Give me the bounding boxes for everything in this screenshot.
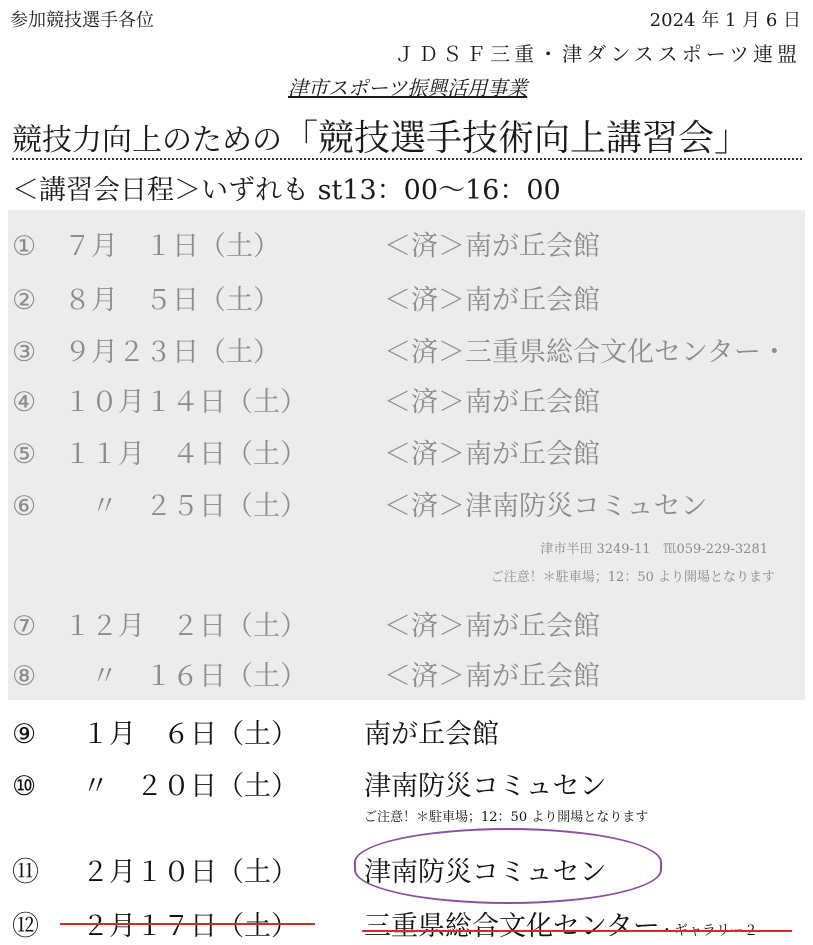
session-venue: 津南防災コミュセン [364, 771, 607, 802]
session-venue: 三重県総合文化センター [364, 911, 660, 942]
issue-date: 2024 年 1 月 6 日 [649, 10, 801, 31]
parking-note: ご注意！＊駐車場；12：50 より開場となります [490, 570, 775, 585]
session-venue: ＜済＞南が丘会館 [384, 387, 600, 418]
session-venue-suffix: ・ギャラリー２ [659, 923, 758, 939]
document-title [12, 110, 750, 161]
session-row-4 [12, 380, 600, 419]
session-number: ② [12, 285, 37, 316]
session-number: ⑦ [12, 611, 37, 642]
session-number: ⑫ [12, 911, 39, 942]
session-row-9 [12, 712, 499, 751]
session-date: １２月 ２日（土） [64, 611, 307, 642]
session-date: ２月１０日（土） [82, 857, 298, 888]
session-venue: ＜済＞南が丘会館 [384, 611, 600, 642]
session-date: 〃 ２５日（土） [64, 491, 307, 522]
title-main: 「競技選手技術向上講習会」 [282, 118, 751, 159]
session-number: ⑩ [12, 771, 37, 802]
session-number: ⑤ [12, 439, 37, 470]
session-date: 〃 １６日（土） [64, 661, 307, 692]
session-number: ④ [12, 387, 37, 418]
handwritten-circle-mark [354, 828, 662, 904]
session-date: 〃 ２０日（土） [82, 771, 298, 802]
strikethrough-date [60, 923, 315, 925]
session-row-3 [12, 330, 788, 369]
session-number: ⑪ [12, 857, 39, 888]
session-row-7 [12, 604, 600, 643]
session-number: ③ [12, 337, 37, 368]
session-row-5 [12, 432, 600, 471]
session-row-8 [12, 654, 600, 693]
session-venue: ＜済＞津南防災コミュセン [384, 491, 708, 522]
venue-address-note: 津市半田 3249-11 ℡059-229-3281 [540, 542, 768, 557]
session-row-10 [12, 764, 606, 803]
title-prefix: 競技力向上のための [12, 123, 282, 158]
session-number: ⑥ [12, 491, 37, 522]
session-number: ① [12, 231, 37, 262]
session-date: ２月１７日（土） [82, 911, 298, 942]
session-date: ９月２３日（土） [64, 337, 280, 368]
parking-note: ご注意！＊駐車場；12：50 より開場となります [364, 810, 649, 825]
session-row-2 [12, 278, 600, 317]
session-venue: ＜済＞三重県総合文化センター・ [384, 337, 788, 368]
session-number: ⑧ [12, 661, 37, 692]
session-date: ８月 ５日（土） [64, 285, 280, 316]
session-date: １１月 ４日（土） [64, 439, 307, 470]
session-date: １月 ６日（土） [82, 719, 298, 750]
session-venue: ＜済＞南が丘会館 [384, 231, 600, 262]
schedule-heading: ＜講習会日程＞いずれも st13：00～16：00 [12, 175, 561, 206]
session-row-1 [12, 224, 600, 263]
session-venue: ＜済＞南が丘会館 [384, 661, 600, 692]
session-venue: 南が丘会館 [364, 719, 499, 750]
recipients-line: 参加競技選手各位 [10, 10, 154, 31]
program-name: 津市スポーツ振興活用事業 [288, 76, 528, 100]
session-venue: 津南防災コミュセン [364, 857, 607, 888]
session-venue: ＜済＞南が丘会館 [384, 439, 600, 470]
session-row-6 [12, 484, 707, 523]
strikethrough-venue [362, 930, 792, 932]
organization-name: ＪＤＳＦ三重・津ダンススポーツ連盟 [394, 42, 801, 66]
session-venue: ＜済＞南が丘会館 [384, 285, 600, 316]
session-date: １０月１４日（土） [64, 387, 307, 418]
session-number: ⑨ [12, 719, 37, 750]
title-divider [12, 158, 802, 160]
session-date: ７月 １日（土） [64, 231, 280, 262]
